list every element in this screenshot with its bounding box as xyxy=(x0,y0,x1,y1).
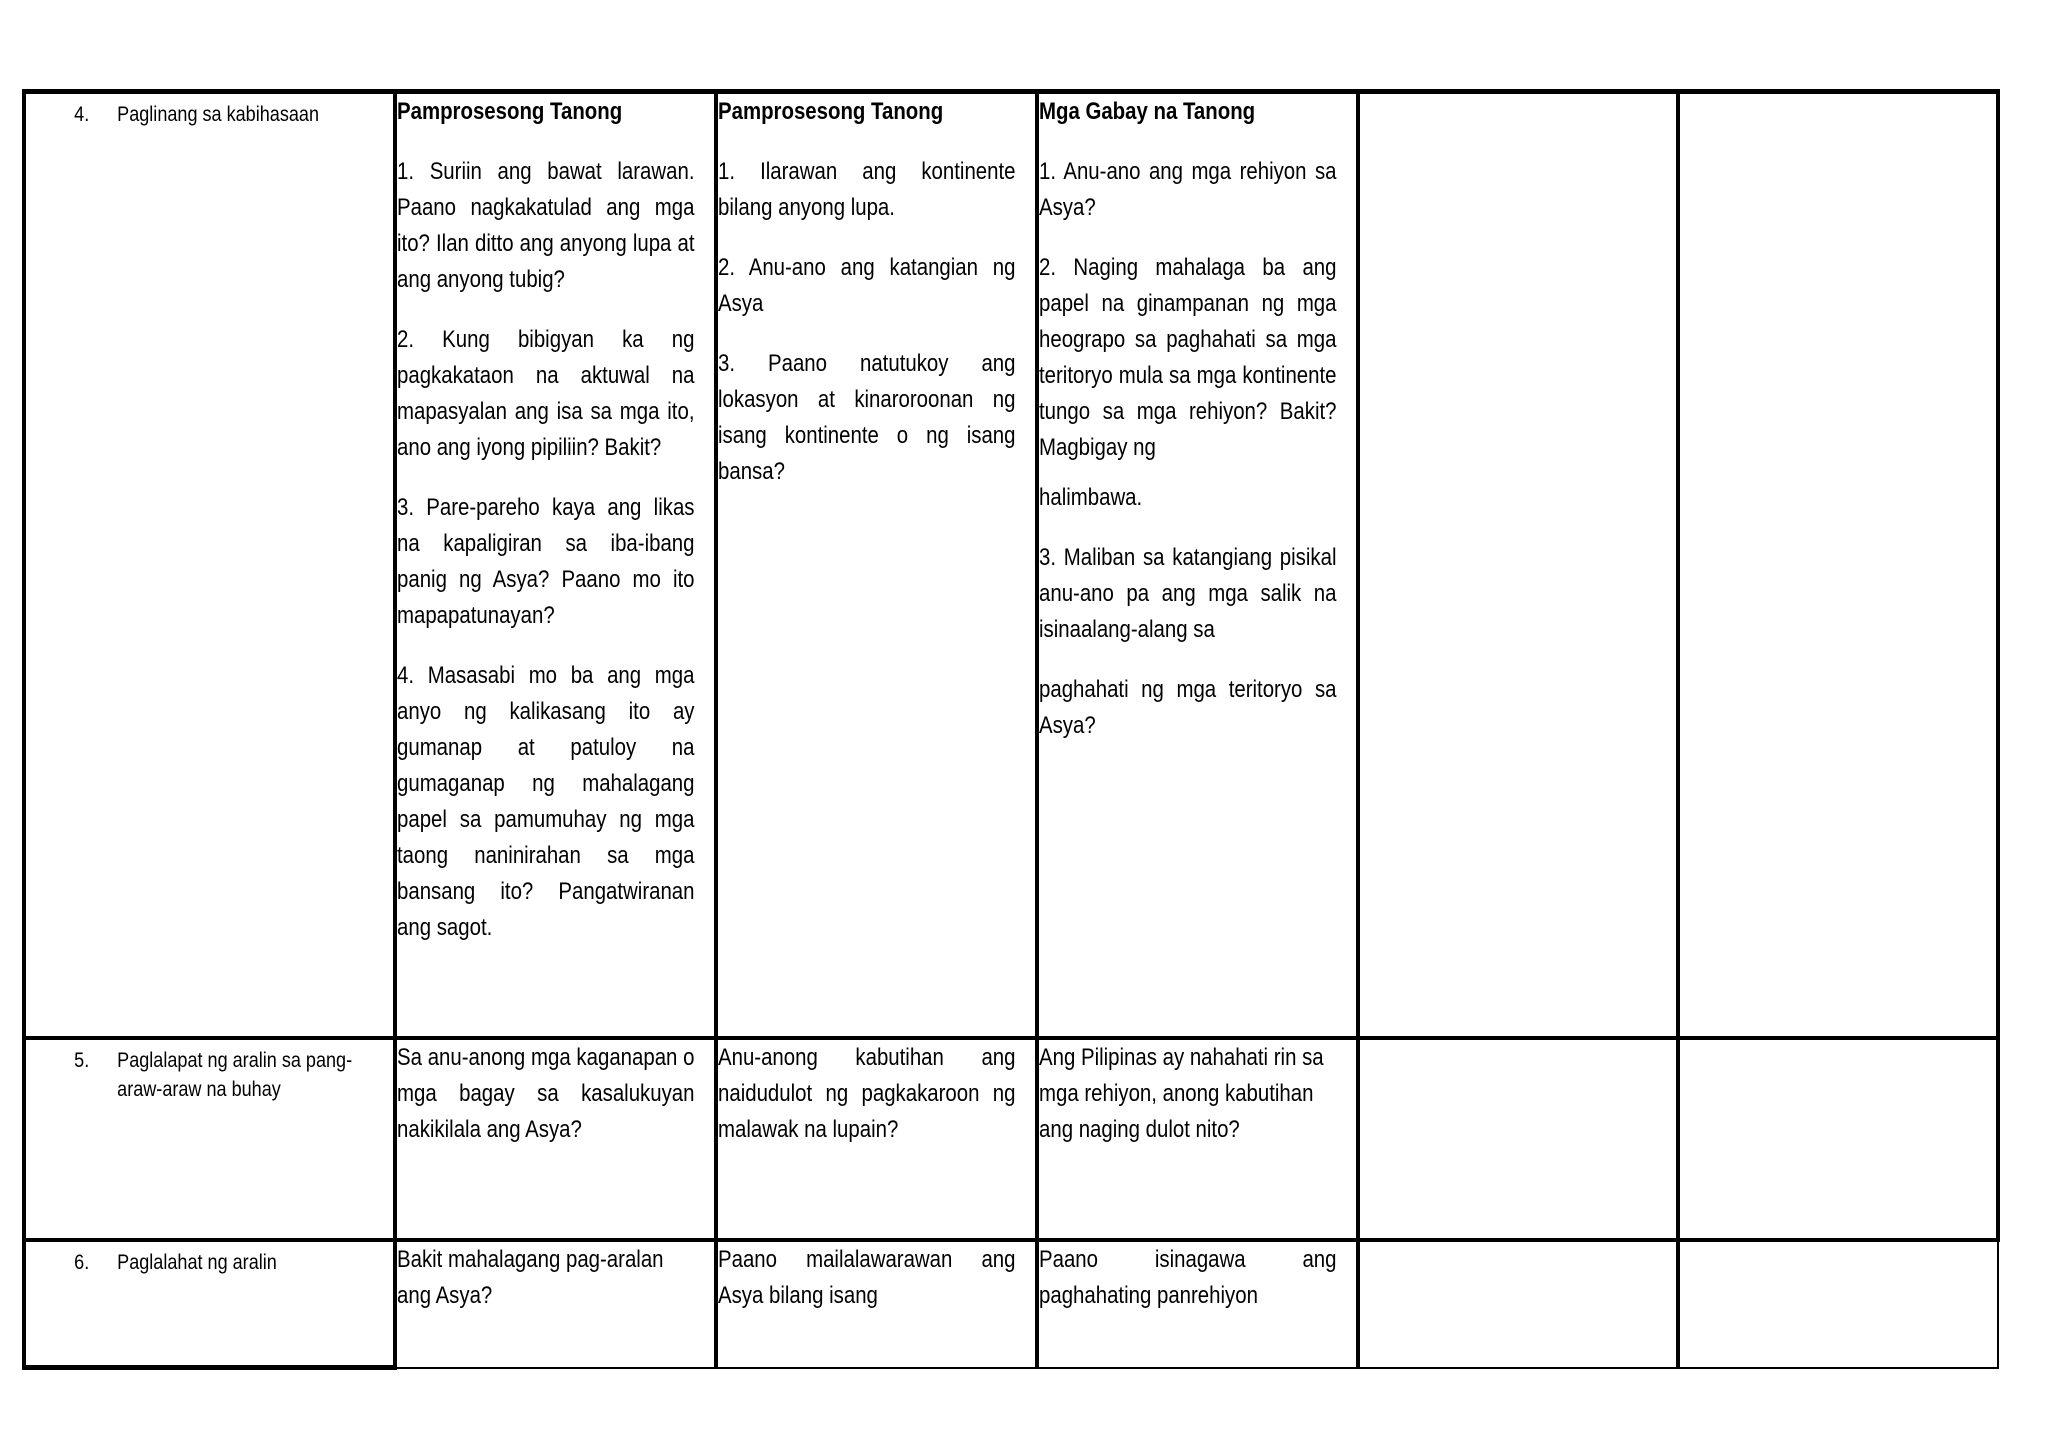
step-number: 4. xyxy=(74,103,90,126)
step-number: 6. xyxy=(74,1250,90,1274)
section-heading: Pamprosesong Tanong xyxy=(397,98,623,125)
question-item: paghahati ng mga teritoryo sa Asya? xyxy=(1039,676,1337,739)
day-2-cell xyxy=(716,1038,1037,1240)
day-2-cell xyxy=(716,1240,1037,1368)
day-3-cell xyxy=(1037,92,1358,1038)
step-label: Paglinang sa kabihasaan xyxy=(117,103,319,126)
day-3-cell xyxy=(1037,1038,1358,1240)
section-heading: Mga Gabay na Tanong xyxy=(1039,98,1256,125)
day-1-cell xyxy=(395,1240,716,1368)
procedure-step-cell xyxy=(24,1038,395,1240)
step-label: Paglalahat ng aralin xyxy=(117,1250,277,1274)
section-heading: Pamprosesong Tanong xyxy=(718,98,944,125)
table-row xyxy=(24,1038,1998,1240)
day-2-cell xyxy=(716,92,1037,1038)
procedure-step-cell xyxy=(24,92,395,1038)
question-item: halimbawa. xyxy=(1039,484,1143,511)
table-row xyxy=(24,92,1998,1038)
day-4-cell xyxy=(1358,92,1678,1038)
question-item: 3. Maliban sa katangiang pisikal anu-ano pa ang mga salik na isinaalang-alang sa xyxy=(1039,544,1337,643)
day-1-cell xyxy=(395,1038,716,1240)
question-item: 2. Anu-ano ang katangian ng Asya xyxy=(718,254,1016,317)
day-4-cell xyxy=(1358,1240,1678,1368)
question-text: Ang Pilipinas ay nahahati rin sa mga rehiyon, anong kabutihan ang naging dulot nito? xyxy=(1039,1043,1324,1143)
question-text: Sa anu-anong mga kaganapan o mga bagay sa kasalukuyan nakikilala ang Asya? xyxy=(397,1043,695,1143)
question-item: 1. Ilarawan ang kontinente bilang anyong lupa. xyxy=(718,158,1016,221)
question-item: 3. Paano natutukoy ang lokasyon at kinaroroonan ng isang kontinente o ng isang bansa? xyxy=(718,350,1016,485)
table-row xyxy=(24,1240,1998,1368)
question-item: 4. Masasabi mo ba ang mga anyo ng kalikasang ito ay gumanap at patuloy na gumaganap ng mahalagang papel sa pamumuhay ng mga taong naninirahan sa mga bansang ito? Pangatwiranan ang sagot. xyxy=(397,662,695,941)
question-text: Bakit mahalagang pag-aralan ang Asya? xyxy=(397,1245,664,1309)
question-item: 2. Naging mahalaga ba ang papel na ginampanan ng mga heograpo sa paghahati sa mga teritoryo mula sa mga kontinente tungo sa mga rehiyon? Bakit? Magbigay ng xyxy=(1039,254,1337,461)
day-5-cell xyxy=(1678,1038,1998,1240)
question-item: 1. Anu-ano ang mga rehiyon sa Asya? xyxy=(1039,158,1337,221)
day-4-cell xyxy=(1358,1038,1678,1240)
day-5-cell xyxy=(1678,1240,1998,1368)
lesson-plan-table xyxy=(22,89,2000,1370)
question-text: Anu-anong kabutihan ang naidudulot ng pagkakaroon ng malawak na lupain? xyxy=(718,1043,1016,1143)
step-number: 5. xyxy=(74,1048,90,1072)
question-item: 3. Pare-pareho kaya ang likas na kapaligiran sa iba-ibang panig ng Asya? Paano mo ito mapapatunayan? xyxy=(397,494,695,629)
question-text: Paano isinagawa ang paghahating panrehiyon xyxy=(1039,1245,1337,1309)
day-5-cell xyxy=(1678,92,1998,1038)
question-item: 1. Suriin ang bawat larawan. Paano nagkakatulad ang mga ito? Ilan ditto ang anyong lupa at ang anyong tubig? xyxy=(397,158,695,293)
question-text: Paano mailalawarawan ang Asya bilang isang xyxy=(718,1245,1016,1309)
day-1-cell xyxy=(395,92,716,1038)
day-3-cell xyxy=(1037,1240,1358,1368)
procedure-step-cell xyxy=(24,1240,395,1368)
step-label: Paglalapat ng aralin sa pang-araw-araw na buhay xyxy=(117,1048,353,1101)
question-item: 2. Kung bibigyan ka ng pagkakataon na aktuwal na mapasyalan ang isa sa mga ito, ano ang iyong pipiliin? Bakit? xyxy=(397,326,695,461)
